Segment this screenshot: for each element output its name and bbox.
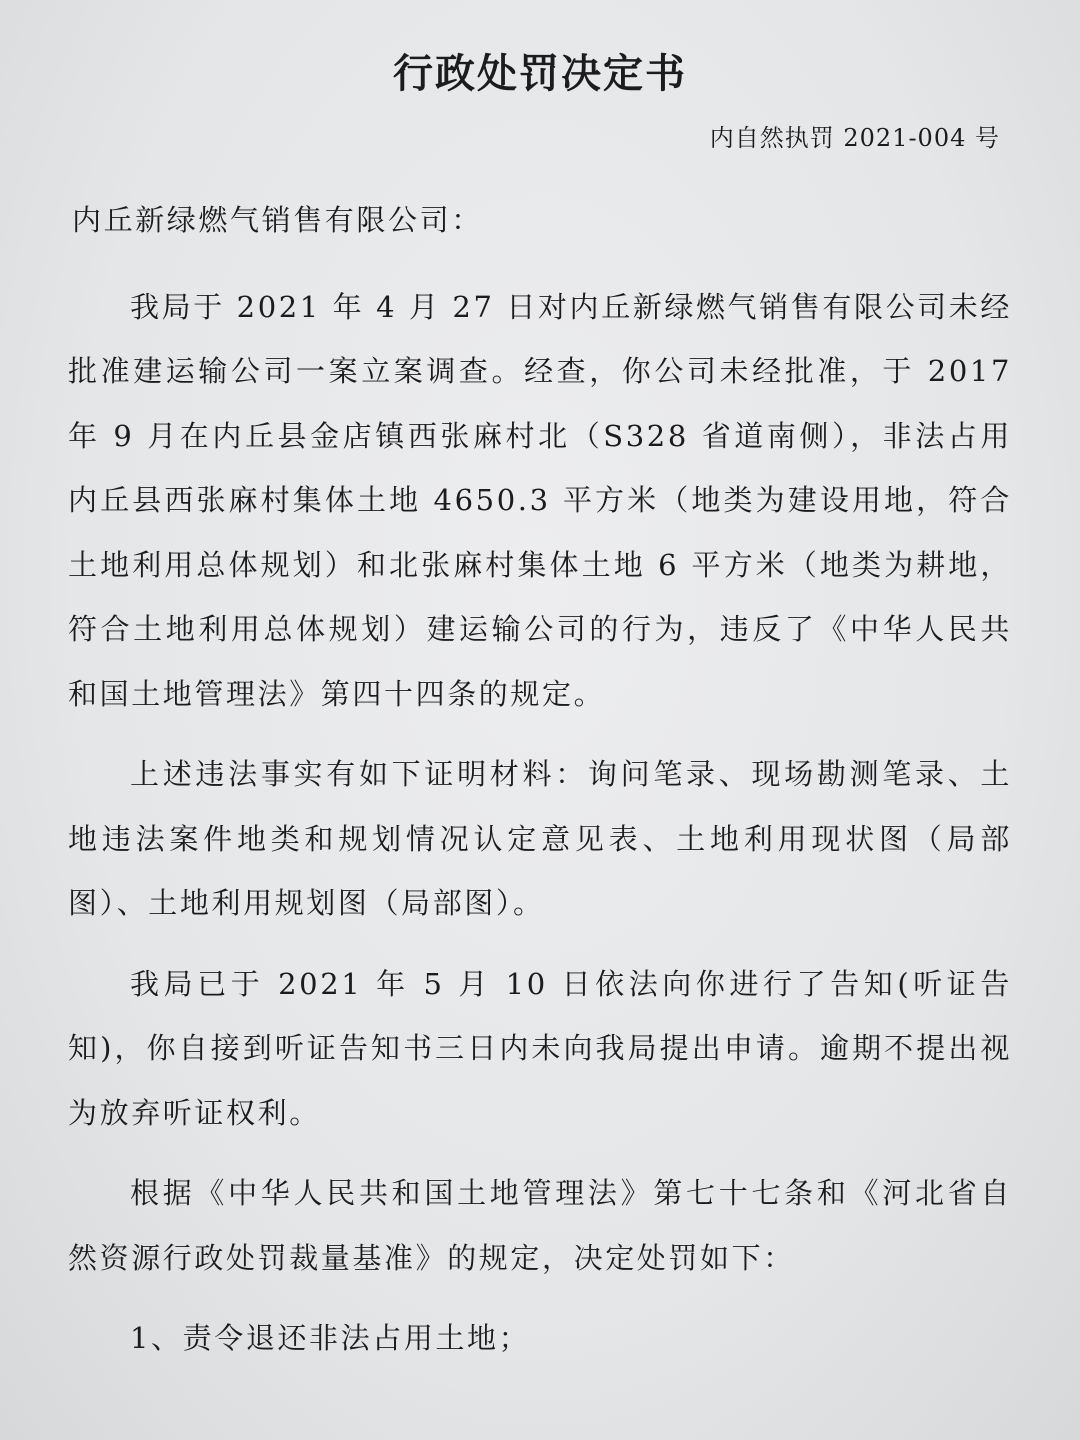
- paragraph-legal-basis: 根据《中华人民共和国土地管理法》第七十七条和《河北省自然资源行政处罚裁量基准》的规定，决定处罚如下：: [68, 1176, 1012, 1275]
- paragraph-investigation: 我局于 2021 年 4 月 27 日对内丘新绿燃气销售有限公司未经批准建运输公司一案立案调查。经查，你公司未经批准，于 2017 年 9 月在内丘县金店镇西张麻村北（S328 省道南侧），非法占用内丘县西张麻村集体土地 4650.3 平方米（地类为建设用地，符合土地利用总体规划）和北张麻村集体土地 6 平方米（地类为耕地，符合土地利用总体规划）建运输公司的行为，违反了《中华人民共和国土地管理法》第四十四条的规定。: [68, 289, 1012, 711]
- document-number: 内自然执罚 2021-004 号: [709, 124, 1000, 152]
- document-body: [68, 188, 1012, 1371]
- recipient: 内丘新绿燃气销售有限公司：: [72, 203, 483, 237]
- document-title: 行政处罚决定书: [393, 51, 687, 97]
- paragraph-penalty-item-1: 1、责令退还非法占用土地；: [130, 1321, 531, 1355]
- paragraph-notification: 我局已于 2021 年 5 月 10 日依法向你进行了告知(听证告知)，你自接到听证告知书三日内未向我局提出申请。逾期不提出视为放弃听证权利。: [68, 966, 1012, 1130]
- paragraph-evidence: 上述违法事实有如下证明材料：询问笔录、现场勘测笔录、土地违法案件地类和规划情况认定意见表、土地利用现状图（局部图）、土地利用规划图（局部图）。: [68, 757, 1012, 920]
